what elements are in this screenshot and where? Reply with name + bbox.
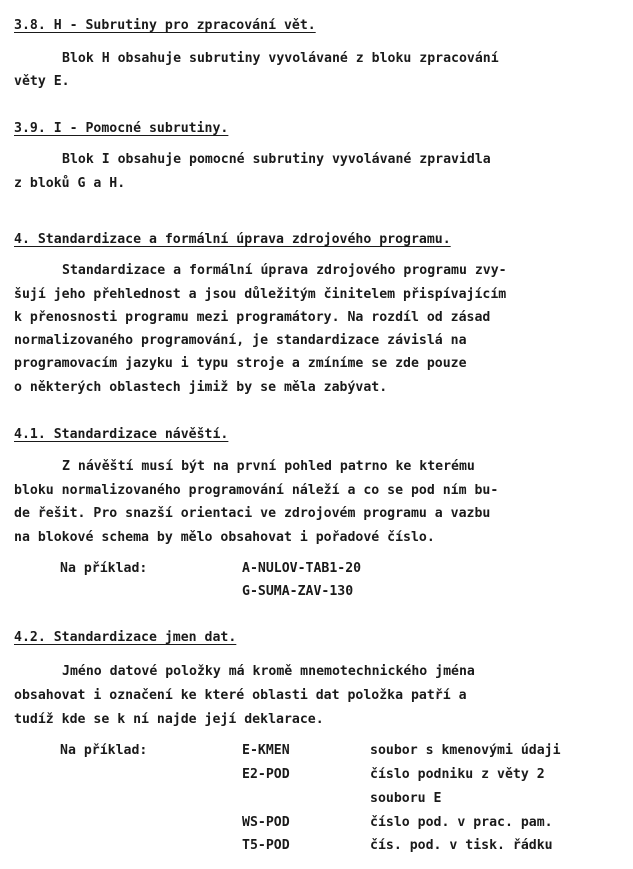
table-desc: číslo pod. v prac. pam. [370,815,553,830]
paragraph-line: bloku normalizovaného programování náleží a co se pod ním bu- [14,483,499,498]
example-label: Na příklad: [60,561,148,576]
section-heading-3-8: 3.8. H - Subrutiny pro zpracování vět. [14,18,316,33]
table-desc: souboru E [370,791,442,806]
example-label: Na příklad: [60,743,148,758]
paragraph-line: věty E. [14,74,70,89]
table-code: E2-POD [242,767,290,782]
paragraph-line: o některých oblastech jimiž by se měla zabývat. [14,380,388,395]
paragraph-line: programovacím jazyku i typu stroje a zmíníme se zde pouze [14,356,467,371]
paragraph-line: Jméno datové položky má kromě mnemotechnického jména [62,664,475,679]
table-code: E-KMEN [242,743,290,758]
paragraph-line: Z návěští musí být na první pohled patrno ke kterému [62,459,475,474]
paragraph-line: šují jeho přehlednost a jsou důležitým činitelem přispívajícím [14,287,507,302]
table-code: T5-POD [242,838,290,853]
paragraph-line: Standardizace a formální úprava zdrojového programu zvy- [62,263,507,278]
paragraph-line: normalizovaného programování, je standardizace závislá na [14,333,467,348]
table-desc: soubor s kmenovými údaji [370,743,561,758]
section-heading-4-1: 4.1. Standardizace návěští. [14,427,229,442]
paragraph-line: na blokové schema by mělo obsahovat i pořadové číslo. [14,530,435,545]
section-heading-4: 4. Standardizace a formální úprava zdrojového programu. [14,232,451,247]
table-code: WS-POD [242,815,290,830]
paragraph-line: k přenosnosti programu mezi programátory. Na rozdíl od zásad [14,310,491,325]
paragraph-line: Blok H obsahuje subrutiny vyvolávané z bloku zpracování [62,51,499,66]
table-desc: číslo podniku z věty 2 [370,767,545,782]
paragraph-line: z bloků G a H. [14,176,126,191]
table-desc: čís. pod. v tisk. řádku [370,838,553,853]
paragraph-line: tudíž kde se k ní najde její deklarace. [14,712,324,727]
example-code: G-SUMA-ZAV-130 [242,584,354,599]
section-heading-4-2: 4.2. Standardizace jmen dat. [14,630,237,645]
section-heading-3-9: 3.9. I - Pomocné subrutiny. [14,121,229,136]
paragraph-line: obsahovat i označení ke které oblasti dat položka patří a [14,688,467,703]
example-code: A-NULOV-TAB1-20 [242,561,362,576]
paragraph-line: de řešit. Pro snazší orientaci ve zdrojovém programu a vazbu [14,506,491,521]
paragraph-line: Blok I obsahuje pomocné subrutiny vyvolávané zpravidla [62,152,491,167]
